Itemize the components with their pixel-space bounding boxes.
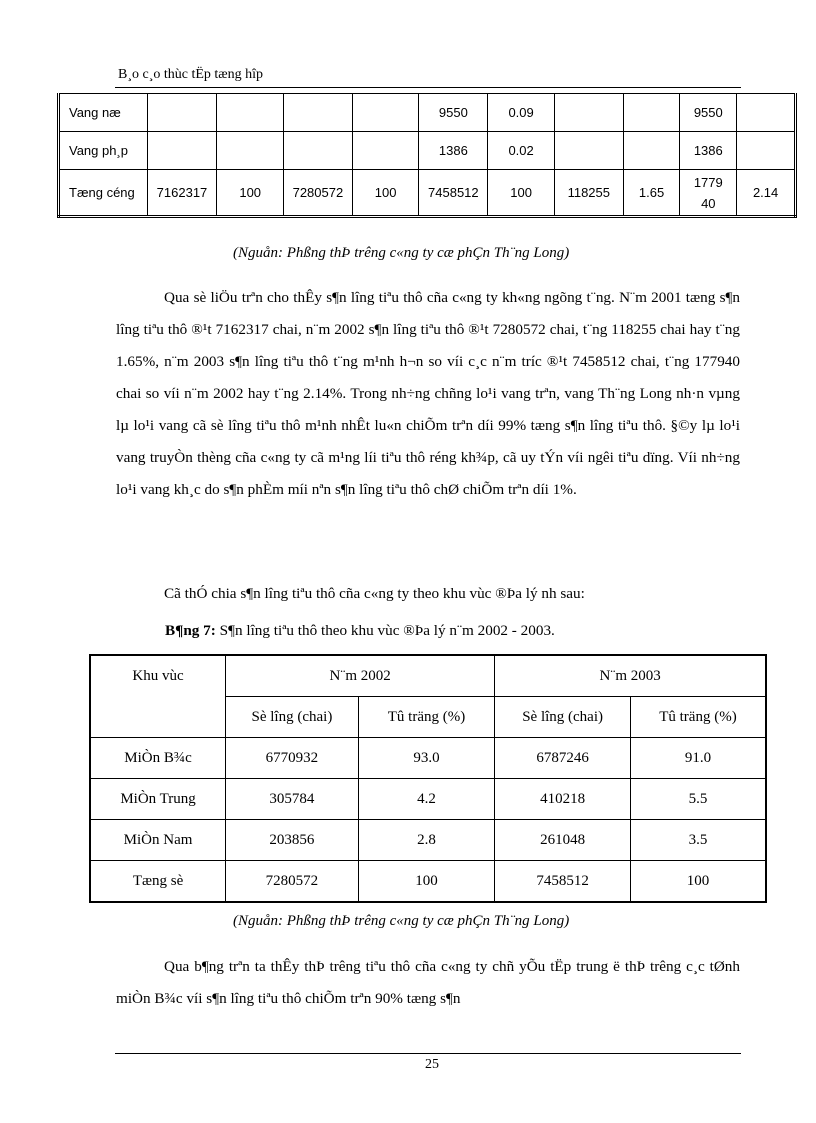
- region-cell: MiÒn B¾c: [90, 738, 226, 779]
- table-cell: 100: [358, 861, 495, 903]
- table-cell: 0.09: [488, 94, 555, 132]
- table-row: [90, 738, 766, 779]
- body-paragraph: Qua sè liÖu trªn cho thÊy s¶n lîng tiªu thô cña c«ng ty kh«ng ngõng t¨ng. N¨m 2001 tæng s¶n lîng tiªu thô ®¹t 7162317 chai, n¨m 2002 s¶n lîng tiªu thô ®¹t 7280572 chai, t¨ng 118255 chai hay t¨ng 1.65%, n¨m 2003 s¶n lîng tiªu thô t¨ng m¹nh h¬n so víi c¸c n¨m tríc ®¹t 7458512 chai, t¨ng 177940 chai so víi n¨m 2002 hay t¨ng 2.14%. Trong nh÷ng chñng lo¹i vang trªn, vang Th¨ng Long nh·n vµng lµ lo¹i vang cã sè lîng tiªu thô m¹nh nhÊt lu«n chiÕm trªn díi 99% tæng s¶n lîng tiªu thô. §©y lµ lo¹i vang truyÒn thèng cña c«ng ty cã m¹ng líi tiªu thô réng kh¾p, cã uy tÝn víi ngêi tiªu dïng. Víi nh÷ng lo¹i vang kh¸c do s¶n phÈm míi nªn s¶n lîng tiªu thô chØ chiÕm trªn díi 1%.: [116, 289, 740, 498]
- footer-rule: [115, 1053, 741, 1054]
- table-cell: [217, 132, 284, 170]
- column-header: Tû träng (%): [358, 697, 495, 738]
- table-cell: 261048: [495, 820, 631, 861]
- column-header: Khu vùc: [90, 655, 226, 738]
- region-cell: MiÒn Nam: [90, 820, 226, 861]
- table-cell: [147, 94, 217, 132]
- table-cell: [147, 132, 217, 170]
- column-header: Sè lîng (chai): [495, 697, 631, 738]
- header-rule: [115, 87, 741, 88]
- table-cell: 9550: [680, 94, 737, 132]
- region-cell: Tæng sè: [90, 861, 226, 903]
- body-paragraph: Cã thÓ chia s¶n lîng tiªu thô cña c«ng ty theo khu vùc ®Þa lý nh sau:: [164, 585, 585, 602]
- table-cell: 203856: [226, 820, 359, 861]
- column-header: N¨m 2002: [226, 655, 495, 697]
- table-cell: [283, 132, 352, 170]
- table-cell: 7458512: [495, 861, 631, 903]
- table-cell: [283, 94, 352, 132]
- table-header-row: [90, 655, 766, 697]
- table-cell: [623, 94, 680, 132]
- table-cell: 0.02: [488, 132, 555, 170]
- table-cell: 100: [488, 170, 555, 217]
- table-cell: 1.65: [623, 170, 680, 217]
- table-cell: 2.8: [358, 820, 495, 861]
- table-cell: 305784: [226, 779, 359, 820]
- table-cell: 410218: [495, 779, 631, 820]
- table-cell: 5.5: [630, 779, 766, 820]
- table-cell: [352, 94, 419, 132]
- continued-sales-table: [57, 93, 797, 218]
- page-number: 25: [425, 1057, 439, 1072]
- table-row: [90, 820, 766, 861]
- table-row: [59, 94, 796, 132]
- regional-sales-table: [89, 654, 767, 903]
- table-cell: 7162317: [147, 170, 217, 217]
- table-cell: [554, 94, 623, 132]
- table-row: [90, 779, 766, 820]
- table-cell: [623, 132, 680, 170]
- table-row: [59, 170, 796, 217]
- table-row: [59, 132, 796, 170]
- column-header: N¨m 2003: [495, 655, 766, 697]
- table-cell: 7458512: [419, 170, 488, 217]
- row-label: Vang næ: [59, 94, 148, 132]
- wrapped-cell-value: 177940: [693, 174, 723, 211]
- table-cell: 6770932: [226, 738, 359, 779]
- source-caption: (Nguån: Phßng thÞ trêng c«ng ty cæ phÇn Th¨ng Long): [233, 245, 570, 261]
- table-cell: [737, 94, 796, 132]
- table-title: [165, 622, 555, 640]
- table-cell: 3.5: [630, 820, 766, 861]
- column-header: Tû träng (%): [630, 697, 766, 738]
- table-cell: 100: [352, 170, 419, 217]
- table-number: B¶ng 7:: [165, 622, 216, 639]
- table-cell: 118255: [554, 170, 623, 217]
- source-caption: (Nguån: Phßng thÞ trêng c«ng ty cæ phÇn Th¨ng Long): [233, 913, 570, 929]
- table-cell: [737, 132, 796, 170]
- table-cell: 6787246: [495, 738, 631, 779]
- table-cell: 100: [217, 170, 284, 217]
- table-cell: 100: [630, 861, 766, 903]
- table-cell: [352, 132, 419, 170]
- table-cell: 1386: [419, 132, 488, 170]
- table-cell: [554, 132, 623, 170]
- table-cell: [217, 94, 284, 132]
- table-cell: 9550: [419, 94, 488, 132]
- body-paragraph: Qua b¶ng trªn ta thÊy thÞ trêng tiªu thô cña c«ng ty chñ yÕu tËp trung ë thÞ trêng c¸c tØnh miÒn B¾c víi s¶n lîng tiªu thô chiÕm trªn 90% tæng s¶n: [116, 958, 740, 1007]
- table-cell: [680, 170, 737, 217]
- row-label: Tæng céng: [59, 170, 148, 217]
- table-row: [90, 861, 766, 903]
- table-cell: 91.0: [630, 738, 766, 779]
- table-cell: 1386: [680, 132, 737, 170]
- table-cell: 93.0: [358, 738, 495, 779]
- table-title-text: S¶n lîng tiªu thô theo khu vùc ®Þa lý n¨m 2002 - 2003.: [215, 622, 555, 639]
- table-cell: 4.2: [358, 779, 495, 820]
- table-cell: 2.14: [737, 170, 796, 217]
- row-label: Vang ph¸p: [59, 132, 148, 170]
- region-cell: MiÒn Trung: [90, 779, 226, 820]
- page-header: B¸o c¸o thùc tËp tæng hîp: [118, 67, 264, 82]
- table-cell: 7280572: [283, 170, 352, 217]
- column-header: Sè lîng (chai): [226, 697, 359, 738]
- table-cell: 7280572: [226, 861, 359, 903]
